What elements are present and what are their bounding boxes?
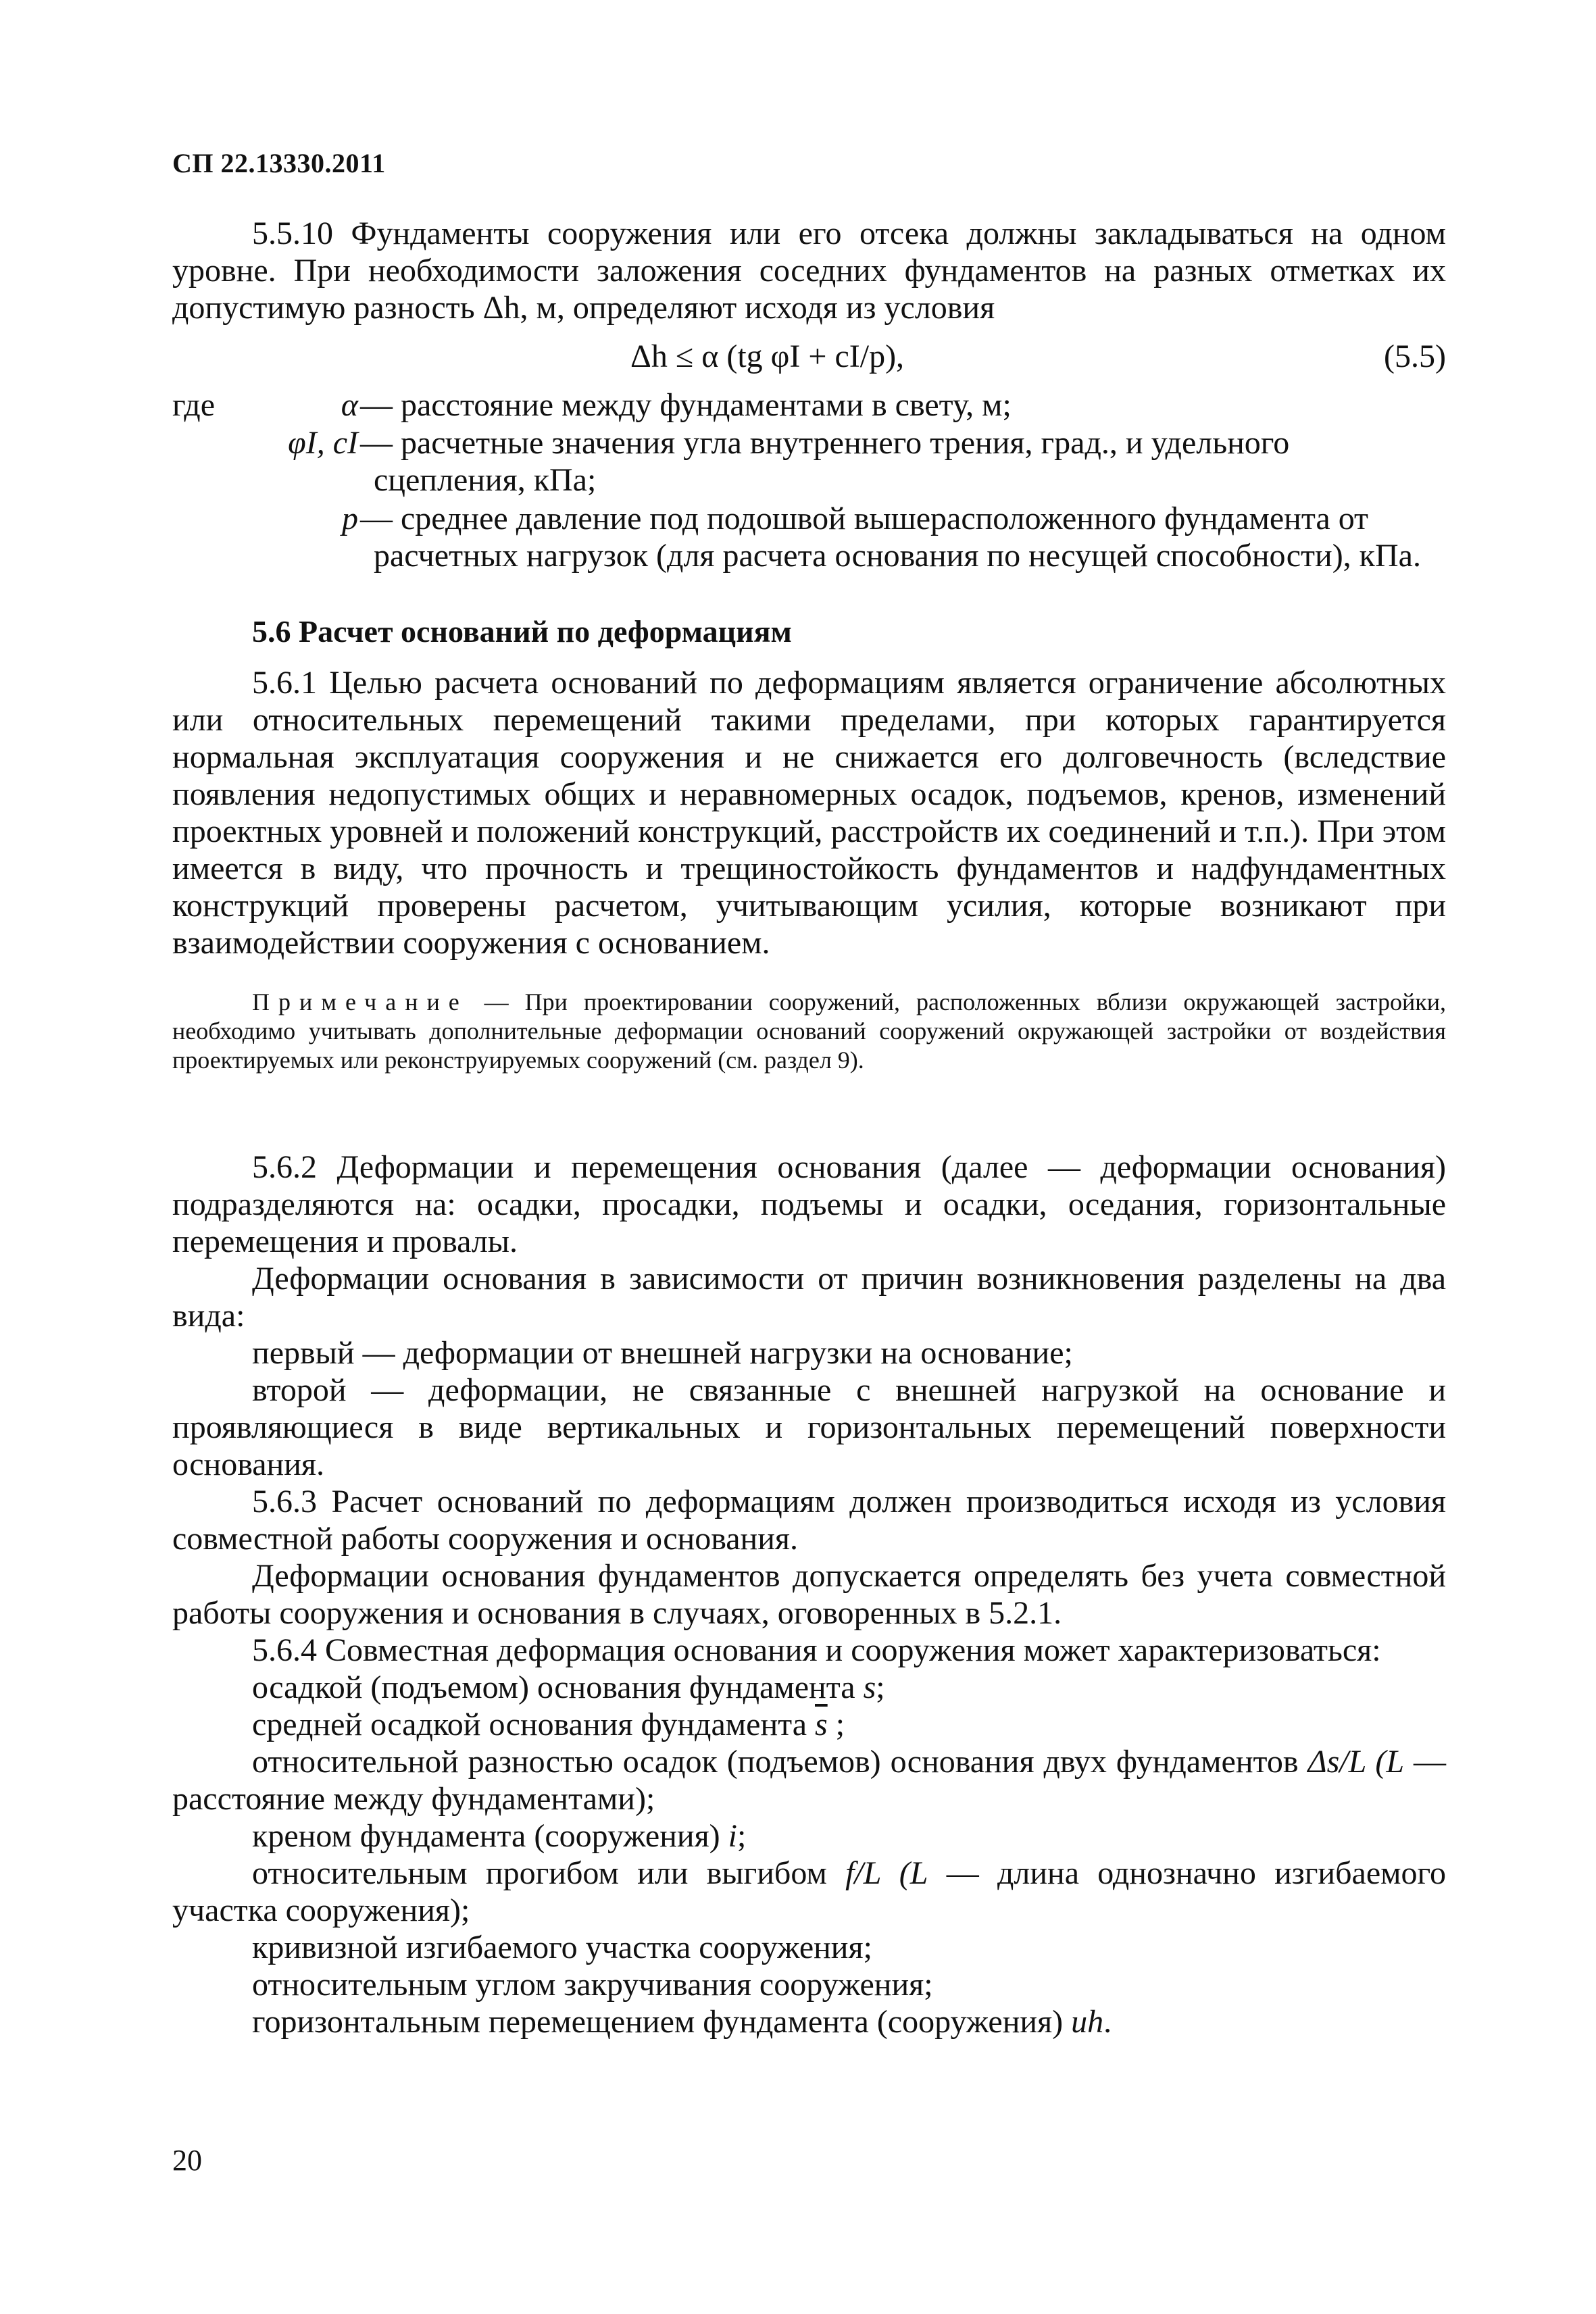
- paragraph-second-kind: второй — деформации, не связанные с внешней нагрузкой на основание и проявляющиеся в виде вертикальных и горизонтальных перемещений поверхности основания.: [172, 1372, 1446, 1482]
- note-text: — При проектировании сооружений, расположенных вблизи окружающей застройки, необходимо учитывать дополнительные деформации оснований сооружений окружающей застройки от воздействия проектируемых или реконструируемых сооружений (см. раздел 9).: [172, 988, 1446, 1074]
- note-block: [172, 988, 1446, 1075]
- list-item-settlement: осадкой (подъемом) основания фундамента s;: [252, 1669, 885, 1705]
- section-5-6-2-to-5-6-4: [172, 1149, 1446, 2040]
- paragraph-5-6-4: 5.6.4 Совместная деформация основания и сооружения может характеризоваться:: [252, 1632, 1381, 1668]
- list-item-tilt: креном фундамента (сооружения) i;: [252, 1818, 747, 1854]
- paragraph-5-5-10: [172, 215, 1446, 326]
- paragraph-text: 5.6.1 Целью расчета оснований по деформациям является ограничение абсолютных или относительных перемещений такими пределами, при которых гарантируется нормальная эксплуатация сооружения и не снижается его долговечность (вследствие появления недопустимых общих и неравномерных осадок, подъемов, кренов, изменений проектных уровней и положений конструкций, расстройств их соединений и т.п.). При этом имеется в виду, что прочность и трещиностойкость фундаментов и надфундаментных конструкций проверены расчетом, учитывающим усилия, которые возникают при взаимодействии сооружения с основанием.: [172, 665, 1446, 961]
- definition-text: — среднее давление под подошвой вышерасположенного фундамента от расчетных нагрузок (для расчета основания по несущей способности), кПа.: [360, 501, 1421, 574]
- formula-definitions: [172, 386, 1446, 576]
- list-item-relative-difference: относительной разностью осадок (подъемов) основания двух фундаментов Δs/L (L — расстояние между фундаментами);: [172, 1744, 1446, 1817]
- paragraph-text: 5.5.10 Фундаменты сооружения или его отсека должны закладываться на одном уровне. При необходимости заложения соседних фундаментов на разных отметках их допустимую разность Δh, м, определяют исходя из условия: [172, 216, 1446, 326]
- paragraph-deformation-foundations: Деформации основания фундаментов допускается определять без учета совместной работы сооружения и основания в случаях, оговоренных в 5.2.1.: [172, 1558, 1446, 1631]
- definition-row: [172, 386, 1446, 424]
- note-label: Примечание: [252, 988, 468, 1015]
- formula-5-5: [172, 338, 1446, 375]
- paragraph-5-6-2: 5.6.2 Деформации и перемещения основания (далее — деформации основания) подразделяются на: осадки, просадки, подъемы и осадки, оседания, горизонтальные перемещения и провалы.: [172, 1149, 1446, 1259]
- definition-symbol: α: [341, 387, 358, 423]
- list-item-torsion: относительным углом закручивания сооружения;: [252, 1967, 933, 2003]
- formula-number: (5.5): [1384, 338, 1446, 374]
- document-code-header: СП 22.13330.2011: [172, 148, 386, 178]
- list-item-curvature: кривизной изгибаемого участка сооружения;: [252, 1930, 872, 1965]
- page-number: 20: [172, 2144, 202, 2177]
- list-item-deflection: относительным прогибом или выгибом f/L (L — длина однозначно изгибаемого участка сооружения);: [172, 1855, 1446, 1928]
- paragraph-5-6-3: 5.6.3 Расчет оснований по деформациям должен производиться исходя из условия совместной работы сооружения и основания.: [172, 1484, 1446, 1557]
- definition-text: — расчетные значения угла внутреннего трения, град., и удельного сцепления, кПа;: [360, 425, 1290, 498]
- definition-row: [172, 500, 1446, 576]
- formula-expression: Δh ≤ α (tg φI + cI/p),: [630, 338, 905, 374]
- definition-symbol: φI, cI: [288, 425, 358, 461]
- paragraph-deformation-kinds: Деформации основания в зависимости от причин возникновения разделены на два вида:: [172, 1261, 1446, 1334]
- paragraph-5-6-1: [172, 664, 1446, 961]
- list-item-mean-settlement: средней осадкой основания фундамента $\overline{s}$ ;: [252, 1707, 845, 1742]
- definition-text: — расстояние между фундаментами в свету, м;: [360, 387, 1012, 423]
- list-item-horizontal: горизонтальным перемещением фундамента (сооружения) uh.: [252, 2004, 1112, 2040]
- paragraph-first-kind: первый — деформации от внешней нагрузки на основание;: [252, 1335, 1073, 1371]
- where-label: где: [172, 387, 216, 423]
- definition-symbol: p: [342, 501, 358, 536]
- section-title: 5.6 Расчет оснований по деформациям: [252, 614, 792, 649]
- definition-row: [172, 424, 1446, 500]
